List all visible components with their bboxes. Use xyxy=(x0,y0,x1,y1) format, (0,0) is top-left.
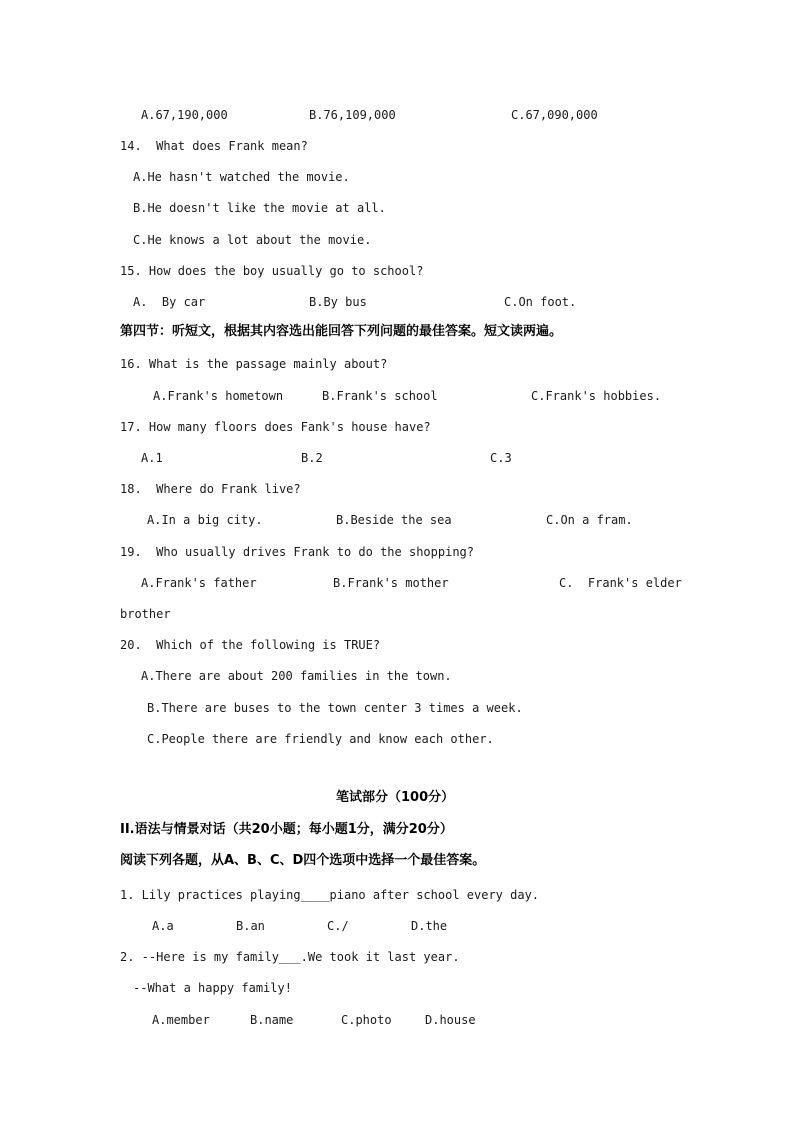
q18-option-b: B.Beside the sea xyxy=(336,513,452,527)
written-part-title: 笔试部分（100分） xyxy=(336,790,455,805)
g1-option-d: D.the xyxy=(411,919,448,933)
q16-option-c: C.Frank's hobbies. xyxy=(531,389,662,403)
q13-option-c: C.67,090,000 xyxy=(511,108,598,122)
q16-option-a: A.Frank's hometown xyxy=(153,389,284,403)
q14-option-c: C.He knows a lot about the movie. xyxy=(133,233,372,247)
q14-option-a: A.He hasn't watched the movie. xyxy=(133,170,350,184)
q20-option-a: A.There are about 200 families in the town. xyxy=(141,669,452,683)
g1-question: 1. Lily practices playing____piano after school every day. xyxy=(120,888,540,902)
g2-option-c: C.photo xyxy=(341,1013,392,1027)
g2-option-a: A.member xyxy=(152,1013,210,1027)
section4-heading: 第四节：听短文，根据其内容选出能回答下列问题的最佳答案。短文读两遍。 xyxy=(120,324,563,339)
q18-question: 18. Where do Frank live? xyxy=(120,482,301,496)
part2-instruction: 阅读下列各题，从A、B、C、D四个选项中选择一个最佳答案。 xyxy=(120,853,486,868)
g2-dialogue-line: --What a happy family! xyxy=(133,981,292,995)
g2-option-d: D.house xyxy=(425,1013,476,1027)
q17-question: 17. How many floors does Fank's house have? xyxy=(120,420,431,434)
q15-option-c: C.On foot. xyxy=(504,295,577,309)
q13-option-a: A.67,190,000 xyxy=(141,108,228,122)
q18-option-c: C.On a fram. xyxy=(546,513,633,527)
q17-option-b: B.2 xyxy=(301,451,323,465)
g2-question: 2. --Here is my family___.We took it last year. xyxy=(120,950,460,964)
q19-option-c-continued: brother xyxy=(120,607,171,621)
q16-question: 16. What is the passage mainly about? xyxy=(120,357,388,371)
q15-option-b: B.By bus xyxy=(309,295,367,309)
g1-option-a: A.a xyxy=(152,919,174,933)
q20-option-c: C.People there are friendly and know each other. xyxy=(147,732,494,746)
g1-option-b: B.an xyxy=(236,919,265,933)
q14-option-b: B.He doesn't like the movie at all. xyxy=(133,201,386,215)
q13-option-b: B.76,109,000 xyxy=(309,108,396,122)
q19-question: 19. Who usually drives Frank to do the shopping? xyxy=(120,545,475,559)
q14-question: 14. What does Frank mean? xyxy=(120,139,308,153)
q20-question: 20. Which of the following is TRUE? xyxy=(120,638,381,652)
q18-option-a: A.In a big city. xyxy=(147,513,263,527)
q15-option-a: A. By car xyxy=(133,295,206,309)
q20-option-b: B.There are buses to the town center 3 times a week. xyxy=(147,701,523,715)
q19-option-c: C. Frank's elder xyxy=(559,576,682,590)
q17-option-a: A.1 xyxy=(141,451,163,465)
q15-question: 15. How does the boy usually go to school? xyxy=(120,264,424,278)
q19-option-a: A.Frank's father xyxy=(141,576,257,590)
q19-option-b: B.Frank's mother xyxy=(333,576,449,590)
q17-option-c: C.3 xyxy=(490,451,512,465)
part2-heading: II.语法与情景对话（共20小题；每小题1分，满分20分） xyxy=(120,822,453,837)
g2-option-b: B.name xyxy=(250,1013,294,1027)
q16-option-b: B.Frank's school xyxy=(322,389,438,403)
g1-option-c: C./ xyxy=(327,919,349,933)
